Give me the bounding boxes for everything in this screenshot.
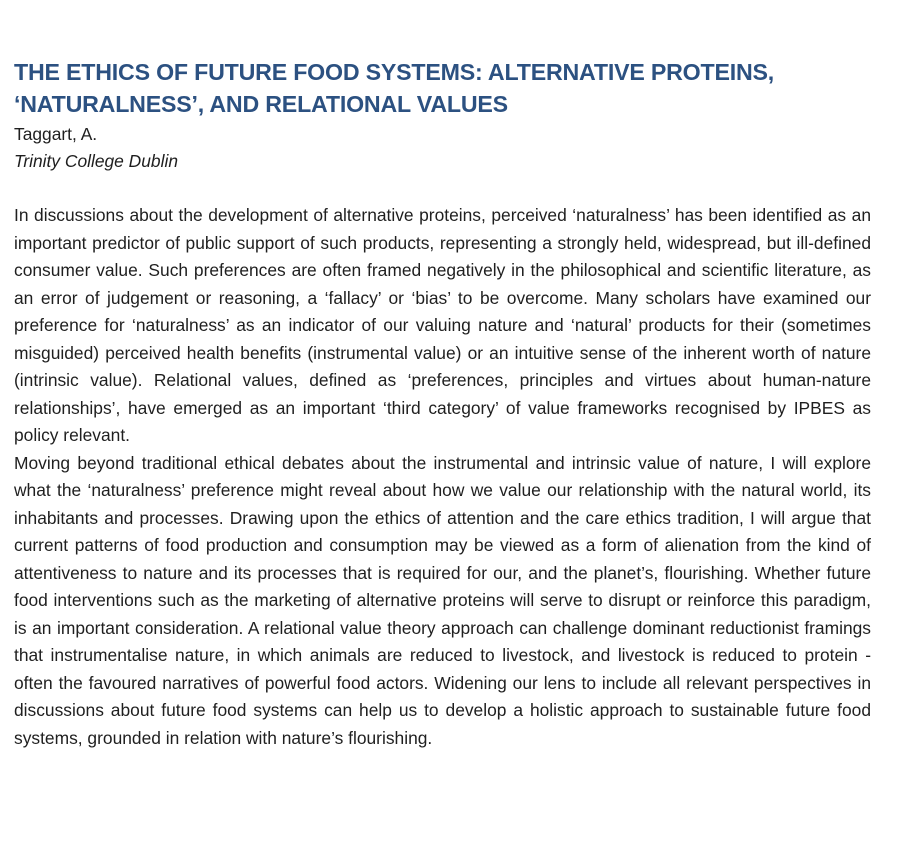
abstract-paragraph-2: Moving beyond traditional ethical debates about the instrumental and intrinsic value of nature, I will explore what the ‘naturalness’ preference might reveal about how we value our relationship with the natural world, its inhabitants and processes. Drawing upon the ethics of attention and the care ethics tradition, I will argue that current patterns of food production and consumption may be viewed as a form of alienation from the kind of attentiveness to nature and its processes that is required for our, and the planet’s, flourishing. Whether future food interventions such as the marketing of alternative proteins will serve to disrupt or reinforce this paradigm, is an important consideration. A relational value theory approach can challenge dominant reductionist framings that instrumentalise nature, in which animals are reduced to livestock, and livestock is reduced to protein - often the favoured narratives of powerful food actors. Widening our lens to include all relevant perspectives in discussions about future food systems can help us to develop a holistic approach to sustainable future food systems, grounded in relation with nature’s flourishing. [14,452,871,748]
paper-title-line-1: THE ETHICS OF FUTURE FOOD SYSTEMS: ALTERNATIVE PROTEINS, [14,59,775,85]
paper-title-line-2: ‘NATURALNESS’, AND RELATIONAL VALUES [14,91,508,117]
author-name: Taggart, A. [14,124,98,144]
author-affiliation: Trinity College Dublin [14,151,178,171]
paper-title [14,56,871,120]
abstract-paragraph-1: In discussions about the development of alternative proteins, perceived ‘naturalness’ has been identified as an important predictor of public support of such products, representing a strongly held, widespread, but ill-defined consumer value. Such preferences are often framed negatively in the philosophical and scientific literature, as an error of judgement or reasoning, a ‘fallacy’ or ‘bias’ to be overcome. Many scholars have examined our preference for ‘naturalness’ as an indicator of our valuing nature and ‘natural’ products for their (sometimes misguided) perceived health benefits (instrumental value) or an intuitive sense of the inherent worth of nature (intrinsic value). Relational values, defined as ‘preferences, principles and virtues about human-nature relationships’, have emerged as an important ‘third category’ of value frameworks recognised by IPBES as policy relevant. [14,205,871,445]
abstract-body [14,202,871,752]
abstract-page [14,56,871,752]
